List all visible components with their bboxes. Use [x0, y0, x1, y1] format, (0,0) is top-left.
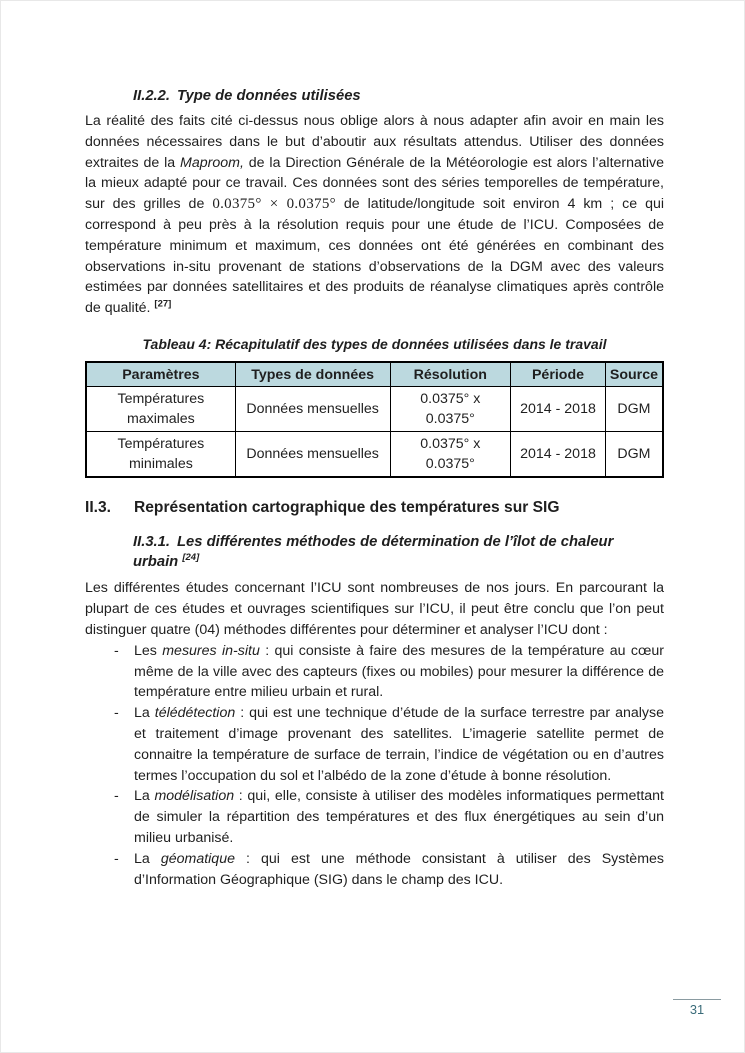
bullet-dash: -: [114, 642, 119, 659]
heading-title: Les différentes méthodes de détermination de l’îlot de chaleur urbain: [133, 534, 614, 571]
bullet-text: La modélisation : qui, elle, consiste à utiliser des modèles informatiques permettant de simuler la répartition des températures et des flux énergétiques au sein d’un milieu urbanisé.: [134, 788, 664, 847]
col-header-parametres: Paramètres: [86, 362, 235, 387]
section-heading-ii-3: [85, 497, 664, 518]
maproom-italic: Maproom,: [180, 154, 244, 171]
table-header-row: [86, 362, 663, 387]
section-number: II.3.: [85, 499, 112, 517]
bullet-item-modelisation: [114, 786, 664, 848]
method-term-italic: télédétection: [154, 705, 236, 722]
bullet-dash: -: [114, 705, 119, 722]
bullet-dash: -: [114, 788, 119, 805]
bullet-text: Les mesures in-situ : qui consiste à faire des mesures de la température au cœur même de la ville avec des capteurs (fixes ou mobiles) pour mesurer la différence de température entre milieu urbain et rural.: [134, 642, 664, 701]
bullet-item-teledetection: [114, 703, 664, 786]
grid-resolution-math: 0.0375° × 0.0375°: [212, 196, 336, 213]
heading-ii-2-2: [85, 86, 664, 106]
footer-rule: [673, 999, 721, 1000]
cell-resolution: 0.0375° x 0.0375°: [390, 432, 511, 478]
section-title: Représentation cartographique des températures sur SIG: [134, 499, 560, 517]
bullet-item-geomatique: [114, 849, 664, 891]
paragraph-text: de latitude/longitude soit environ 4 km ; ce qui correspond à peu près à la résolution requis pour une étude de l’ICU. Composées de température minimum et maximum, ces données ont été générées en combinant des observations in-situ provenant de stations d’observations de la DGM avec des valeurs estimées par données satellitaires et des produits de réanalyse climatiques après contrôle de qualité.: [85, 196, 665, 317]
cell-parametre: Températures minimales: [86, 432, 235, 478]
cell-type: Données mensuelles: [235, 432, 390, 478]
col-header-resolution: Résolution: [390, 362, 511, 387]
cell-periode: 2014 - 2018: [511, 432, 606, 478]
bullet-item-mesures-in-situ: [114, 641, 664, 703]
citation-ref-24: [24]: [182, 552, 200, 564]
paragraph-icu-intro: Les différentes études concernant l’ICU sont nombreuses de nos jours. En parcourant la plupart de ces études et ouvrages scientifiques sur l’ICU, il peut être conclu que l’on peut distinguer quatre (04) méthodes différentes pour déterminer et analyser l’ICU dont :: [85, 580, 664, 639]
bullet-dash: -: [114, 850, 119, 867]
page-number: 31: [689, 1002, 705, 1017]
bullet-text: La télédétection : qui est une technique d’étude de la surface terrestre par analyse et traitement d’image provenant des satellites. L’imagerie satellite permet de connaitre la température de surface de terrain, l’indice de végétation ou en d’autres termes l’occupation du sol et l’albédo de la zone d’étude à bonne résolution.: [134, 705, 664, 784]
col-header-source: Source: [605, 362, 663, 387]
cell-resolution: 0.0375° x 0.0375°: [390, 387, 511, 432]
heading-number: II.3.1.: [133, 534, 171, 551]
cell-periode: 2014 - 2018: [511, 387, 606, 432]
table-caption: Tableau 4: Récapitulatif des types de données utilisées dans le travail: [142, 335, 607, 352]
heading-title: Type de données utilisées: [177, 88, 361, 104]
bullet-text: La géomatique : qui est une méthode consistant à utiliser des Systèmes d’Information Géographique (SIG) dans le champ des ICU.: [134, 850, 664, 888]
method-term-italic: mesures in-situ: [162, 642, 260, 659]
paragraph-text: La réalité des faits cité ci-dessus nous oblige alors à nous adapter afin avoir en main les données nécessaires dans le but d’aboutir aux résultats attendus. Utiliser des données extraites de la: [85, 113, 664, 171]
cell-source: DGM: [605, 432, 663, 478]
method-term-italic: géomatique: [160, 850, 235, 867]
col-header-types: Types de données: [235, 362, 390, 387]
cell-parametre: Températures maximales: [86, 387, 235, 432]
page-content: [85, 86, 664, 890]
heading-ii-3-1: [85, 532, 664, 572]
col-header-periode: Période: [511, 362, 606, 387]
table-row: [86, 432, 663, 478]
method-term-italic: modélisation: [154, 788, 235, 805]
paragraph-text: de la Direction Générale de la Météorologie est alors l’alternative la mieux adapté pour ce travail. Ces données sont des séries temporelles de température, sur des grilles de: [85, 154, 664, 213]
heading-number: II.2.2.: [133, 88, 171, 104]
table-row: [86, 387, 663, 432]
cell-type: Données mensuelles: [235, 387, 390, 432]
cell-source: DGM: [605, 387, 663, 432]
methods-bullet-list: [85, 641, 664, 891]
paragraph-donnees: [85, 111, 664, 319]
citation-ref-27: [27]: [154, 298, 172, 310]
data-table: [85, 361, 664, 479]
